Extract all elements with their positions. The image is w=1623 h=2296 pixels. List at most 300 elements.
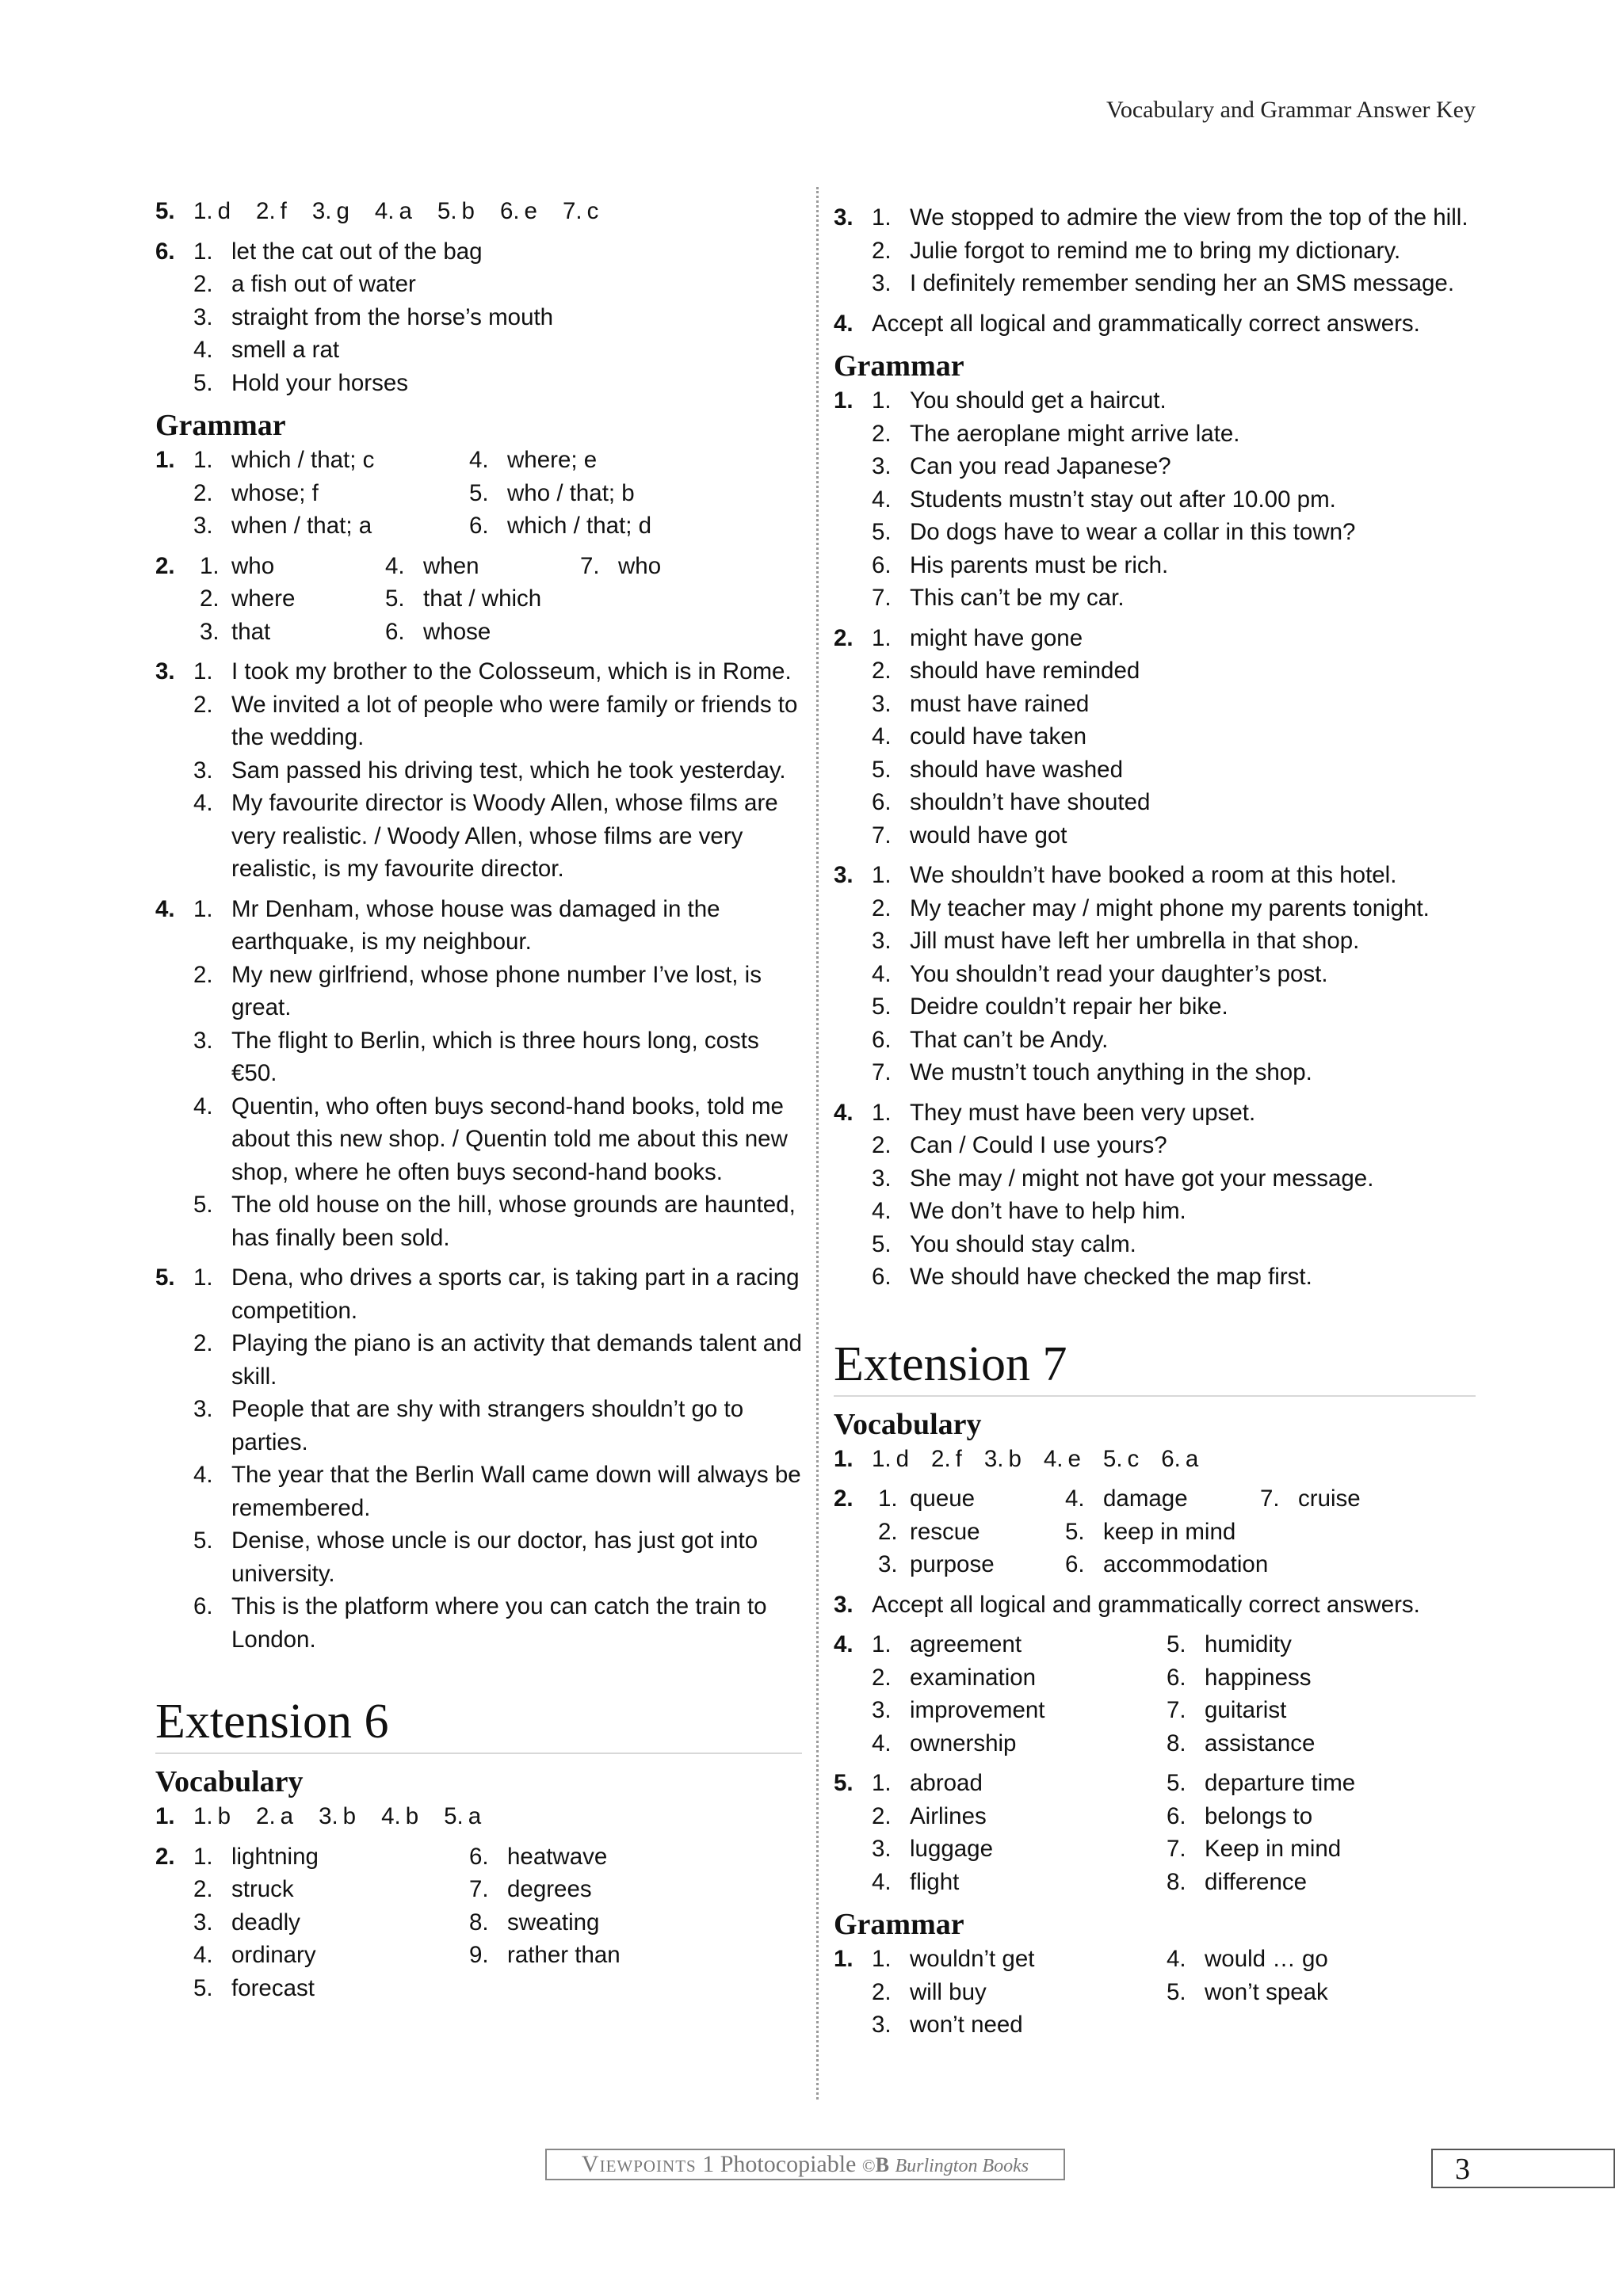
answer-item	[193, 688, 802, 754]
exercise-number: 1.	[155, 1803, 175, 1829]
item-number: 1.	[193, 1803, 213, 1829]
answer-item	[872, 819, 1476, 852]
answer-text: Dena, who drives a sports car, is taking part in a racing competition.	[231, 1264, 800, 1324]
answer-item	[872, 582, 1476, 615]
exercise-block	[155, 1840, 802, 2005]
answer-item	[872, 1800, 1167, 1833]
exercise-number: 3.	[834, 1591, 854, 1618]
item-number: 1.	[872, 387, 892, 414]
item-number: 1.	[193, 895, 213, 922]
right-column	[834, 201, 1476, 2049]
section-heading-grammar: Grammar	[834, 349, 964, 383]
exercise-number: 2.	[155, 1843, 175, 1870]
answer-item	[385, 616, 580, 649]
answer-item	[469, 1906, 786, 1939]
item-number: 4.	[193, 1093, 213, 1119]
answer-text: which / that; c	[231, 447, 375, 473]
answer-item	[193, 1327, 802, 1393]
answer-item	[872, 1162, 1476, 1196]
answer-item	[193, 367, 802, 400]
item-number	[1260, 1548, 1298, 1581]
item-number: 5.	[193, 1974, 213, 2001]
answer-item	[193, 1393, 802, 1459]
answer-text: rescue	[910, 1518, 980, 1545]
answer-text: Sam passed his driving test, which he took yesterday.	[231, 757, 786, 784]
answer-text: assistance	[1205, 1730, 1316, 1756]
item-number: 5.	[1167, 1770, 1186, 1796]
answer-item	[200, 616, 385, 649]
item-number	[580, 582, 618, 616]
item-number: 5.	[872, 994, 892, 1020]
left-column	[155, 195, 802, 2012]
item-number: 3.	[872, 690, 892, 717]
answer-text: difference	[1205, 1868, 1308, 1895]
answer-text: Keep in mind	[1205, 1836, 1342, 1862]
answer-item	[872, 990, 1476, 1024]
item-number: 6.	[1167, 1664, 1186, 1691]
answer-text: degrees	[507, 1876, 592, 1902]
answer-text: damage	[1103, 1486, 1188, 1512]
answer-item	[872, 1097, 1476, 1130]
item-number: 5.	[872, 756, 892, 783]
answer-item	[872, 1727, 1167, 1760]
answer-item	[878, 1516, 1065, 1549]
answer-item	[872, 1228, 1476, 1261]
column-divider	[816, 187, 819, 2100]
answer-text: struck	[231, 1876, 294, 1902]
item-number: 2.	[872, 1132, 892, 1158]
answer-item	[1167, 1943, 1468, 1976]
answer-item	[1065, 1516, 1260, 1549]
answer-item	[872, 753, 1476, 787]
answer-text: ownership	[910, 1730, 1017, 1756]
item-number: 2.	[872, 1664, 892, 1691]
item-number: 1.	[872, 1770, 892, 1796]
answer-item	[469, 444, 786, 477]
answer-item	[1065, 1548, 1269, 1581]
answer-text: must have rained	[910, 690, 1090, 717]
answer-item	[469, 1972, 786, 2005]
item-number: 3.	[872, 928, 892, 954]
answer-item	[200, 582, 385, 616]
exercise-block	[834, 1628, 1476, 1760]
answer-item	[1167, 1866, 1468, 1899]
answer-item	[1065, 1482, 1260, 1516]
answer-item	[872, 622, 1476, 655]
answer-text: The aeroplane might arrive late.	[910, 420, 1240, 447]
item-number: 4.	[381, 1803, 401, 1829]
answer-text: deadly	[231, 1909, 300, 1936]
item-number: 5.	[872, 519, 892, 545]
item-number: 1.	[878, 1486, 898, 1512]
answer-item	[193, 1090, 802, 1189]
answer-text: examination	[910, 1664, 1037, 1691]
answer-item	[1167, 1694, 1468, 1727]
exercise-number: 6.	[155, 238, 175, 265]
exercise-block	[834, 1482, 1476, 1581]
answer-text: abroad	[910, 1770, 983, 1796]
answer-text: Mr Denham, whose house was damaged in the earthquake, is my neighbour.	[231, 895, 720, 955]
item-number	[1260, 1516, 1298, 1549]
exercise-block	[155, 550, 802, 649]
answer-item	[872, 925, 1476, 958]
item-number: 2.	[872, 420, 892, 447]
answer-item	[872, 1833, 1167, 1866]
item-number: 5.	[1065, 1518, 1085, 1545]
item-number	[1167, 2008, 1205, 2042]
item-number: 5.	[385, 585, 405, 612]
answer-item	[469, 1840, 786, 1874]
item-number: 3.	[193, 303, 213, 330]
item-number: 7.	[469, 1876, 489, 1902]
item-number: 2.	[193, 961, 213, 988]
answer-text: Denise, whose uncle is our doctor, has just got into university.	[231, 1527, 758, 1587]
item-number: 4.	[193, 1462, 213, 1488]
answer-text: We mustn’t touch anything in the shop.	[910, 1059, 1312, 1085]
answer-item	[872, 201, 1476, 235]
item-number: 9.	[469, 1942, 489, 1968]
answer-text: wouldn’t get	[910, 1946, 1035, 1972]
item-number: 2.	[256, 1803, 276, 1829]
item-number: 5.	[1102, 1445, 1123, 1472]
item-number: 4.	[193, 337, 213, 363]
answer-text: Accept all logical and grammatically correct answers.	[872, 310, 1420, 337]
exercise-number: 5.	[834, 1770, 854, 1796]
item-number: 3.	[193, 513, 213, 539]
answer-text: The flight to Berlin, which is three hours long, costs €50.	[231, 1027, 759, 1086]
item-number: 1.	[872, 1631, 892, 1657]
answer-text: Airlines	[910, 1802, 987, 1829]
item-number: 6.	[469, 1843, 489, 1870]
answer-item	[193, 477, 469, 510]
exercise-block	[155, 195, 802, 228]
item-number: 2.	[931, 1445, 951, 1472]
item-number: 5.	[872, 1230, 892, 1257]
answer-item	[1167, 2008, 1468, 2042]
publisher-name: Burlington Books	[895, 2156, 1029, 2176]
answer-text: a	[468, 1803, 482, 1829]
item-number: 6.	[469, 513, 489, 539]
answer-item	[193, 1261, 802, 1327]
item-number: 7.	[872, 822, 892, 849]
item-number: 2.	[256, 198, 276, 224]
page-number: 3	[1431, 2149, 1615, 2188]
answer-text: would have got	[910, 822, 1067, 849]
answer-text: who	[231, 552, 275, 579]
answer-text: The year that the Berlin Wall came down will always be remembered.	[231, 1462, 801, 1521]
answer-text: that / which	[423, 585, 542, 612]
answer-item	[872, 1694, 1167, 1727]
answer-text: You shouldn’t read your daughter’s post.	[910, 960, 1328, 987]
answer-text: f	[280, 198, 287, 224]
answer-item	[872, 1261, 1476, 1294]
item-number: 3.	[200, 618, 220, 645]
answer-text: The old house on the hill, whose grounds are haunted, has finally been sold.	[231, 1192, 796, 1251]
exercise-number: 2.	[155, 552, 175, 579]
item-number: 4.	[1167, 1946, 1186, 1972]
answer-item	[872, 516, 1476, 549]
item-number: 1.	[193, 198, 213, 224]
answer-text: People that are shy with strangers shouldn’t go to parties.	[231, 1396, 744, 1455]
item-number: 6.	[872, 789, 892, 815]
item-number: 3.	[193, 1909, 213, 1936]
answer-text: We invited a lot of people who were family or friends to the wedding.	[231, 691, 798, 750]
answer-item	[469, 509, 786, 543]
item-number: 3.	[193, 757, 213, 784]
item-number: 5.	[1167, 1978, 1186, 2005]
answer-text: humidity	[1205, 1631, 1292, 1657]
answer-text: queue	[910, 1486, 976, 1512]
item-number: 8.	[1167, 1868, 1186, 1895]
exercise-block	[834, 307, 1476, 341]
answer-text: d	[217, 198, 231, 224]
item-number: 3.	[872, 2012, 892, 2038]
item-number: 3.	[878, 1551, 898, 1577]
exercise-number: 4.	[155, 895, 175, 922]
answer-text: could have taken	[910, 723, 1087, 749]
answer-text: might have gone	[910, 624, 1083, 651]
exercise-number: 4.	[834, 1631, 854, 1657]
answer-item	[193, 754, 802, 788]
answer-item	[193, 1972, 469, 2005]
answer-text: We don’t have to help him.	[910, 1198, 1186, 1224]
answer-text: Accept all logical and grammatically correct answers.	[872, 1591, 1420, 1618]
answer-item	[469, 1939, 786, 1972]
item-number: 4.	[385, 552, 405, 579]
exercise-number: 1.	[834, 1946, 854, 1972]
answer-text: We shouldn’t have booked a room at this hotel.	[910, 862, 1397, 888]
item-number: 5.	[1167, 1631, 1186, 1657]
item-number: 6.	[1167, 1802, 1186, 1829]
answer-item	[193, 655, 802, 688]
answer-text: Students mustn’t stay out after 10.00 pm.	[910, 486, 1336, 513]
item-number: 5.	[193, 369, 213, 396]
answer-item	[469, 1873, 786, 1906]
exercise-number: 1.	[834, 1445, 854, 1472]
photocopiable-label: Photocopiable	[720, 2151, 857, 2177]
answer-text: b	[217, 1803, 231, 1829]
item-number: 2.	[193, 1876, 213, 1902]
item-number: 2.	[878, 1518, 898, 1545]
answer-item	[193, 1840, 469, 1874]
item-number: 6.	[499, 198, 520, 224]
item-number: 3.	[872, 1697, 892, 1723]
answer-text: We should have checked the map first.	[910, 1264, 1312, 1290]
answer-item	[872, 450, 1476, 483]
item-number: 6.	[1065, 1551, 1085, 1577]
answer-text: Playing the piano is an activity that demands talent and skill.	[231, 1330, 802, 1390]
answer-item	[1260, 1516, 1419, 1549]
answer-item	[872, 1195, 1476, 1228]
answer-text: g	[336, 198, 349, 224]
answer-text: belongs to	[1205, 1802, 1313, 1829]
item-number	[469, 1972, 507, 2005]
answer-text: would … go	[1205, 1946, 1328, 1972]
answer-item	[872, 1628, 1167, 1661]
answer-text: Quentin, who often buys second-hand books, told me about this new shop. / Quentin told me about this new shop, where he often buys second-hand books.	[231, 1093, 788, 1185]
item-number: 2.	[872, 237, 892, 264]
answer-item	[193, 235, 802, 269]
exercise-block	[155, 1800, 802, 1833]
answer-item	[878, 1482, 1065, 1516]
exercise-number: 3.	[834, 204, 854, 231]
answer-item	[872, 1943, 1167, 1976]
item-number: 5.	[437, 198, 457, 224]
exercise-block	[155, 235, 802, 400]
item-number: 7.	[1167, 1697, 1186, 1723]
answer-text: My new girlfriend, whose phone number I’ve lost, is great.	[231, 961, 762, 1020]
exercise-block	[834, 1589, 1476, 1622]
item-number: 4.	[469, 447, 489, 473]
publisher-logo-icon: B	[875, 2153, 889, 2176]
answer-text: She may / might not have got your message.	[910, 1165, 1374, 1192]
section-heading-vocabulary: Vocabulary	[834, 1407, 982, 1441]
answer-item	[1167, 1833, 1468, 1866]
answer-text: You should get a haircut.	[910, 387, 1167, 414]
answer-text: smell a rat	[231, 337, 340, 363]
exercise-number: 1.	[834, 387, 854, 414]
answer-item	[872, 1767, 1167, 1800]
answer-text: let the cat out of the bag	[231, 238, 483, 265]
answer-item	[872, 720, 1476, 753]
answer-text: Hold your horses	[231, 369, 408, 396]
answer-text: You should stay calm.	[910, 1230, 1136, 1257]
exercise-block	[834, 1443, 1476, 1476]
answer-text: accommodation	[1103, 1551, 1269, 1577]
answer-item	[1167, 1727, 1468, 1760]
answer-item	[1167, 1661, 1468, 1695]
exercise-number: 3.	[834, 862, 854, 888]
item-number: 2.	[193, 1330, 213, 1356]
exercise-block	[834, 859, 1476, 1089]
answer-item	[872, 1661, 1167, 1695]
answer-item	[193, 444, 469, 477]
answer-text: guitarist	[1205, 1697, 1287, 1723]
answer-item	[193, 1459, 802, 1524]
answer-text: a	[399, 198, 412, 224]
exercise-block	[834, 201, 1476, 300]
item-number: 2.	[193, 271, 213, 297]
answer-text: keep in mind	[1103, 1518, 1236, 1545]
item-number: 4.	[193, 790, 213, 816]
answer-text: won’t speak	[1205, 1978, 1328, 2005]
item-number: 1.	[193, 447, 213, 473]
answer-text: a	[1185, 1445, 1199, 1472]
exercise-block	[834, 1767, 1476, 1898]
answer-item	[872, 1976, 1167, 2009]
answer-text: ordinary	[231, 1942, 316, 1968]
answer-text: where; e	[507, 447, 598, 473]
answer-text: whose	[423, 618, 491, 645]
answer-text: departure time	[1205, 1770, 1356, 1796]
answer-text: purpose	[910, 1551, 995, 1577]
item-number: 6.	[193, 1593, 213, 1619]
answer-item	[872, 688, 1476, 721]
answer-item	[193, 959, 802, 1024]
answer-text: c	[1127, 1445, 1140, 1472]
item-number: 6.	[872, 1264, 892, 1290]
answer-text: should have washed	[910, 756, 1123, 783]
answer-text: sweating	[507, 1909, 600, 1936]
item-number: 5.	[444, 1803, 464, 1829]
answer-text: My favourite director is Woody Allen, whose films are very realistic. / Woody Allen, whose films are very realistic, is my favourite director.	[231, 790, 778, 882]
answer-text: happiness	[1205, 1664, 1312, 1691]
series-level: 1	[702, 2151, 715, 2177]
exercise-number: 2.	[834, 1486, 854, 1512]
answer-text: which / that; d	[507, 513, 652, 539]
answer-text: e	[1067, 1445, 1081, 1472]
item-number: 1.	[872, 204, 892, 231]
answer-item	[193, 268, 802, 301]
answer-text: who	[618, 552, 662, 579]
item-number: 1.	[872, 1099, 892, 1126]
item-number: 3.	[872, 453, 892, 479]
answer-text: e	[524, 198, 537, 224]
answer-item	[193, 1024, 802, 1090]
answer-item	[193, 1906, 469, 1939]
answer-text: b	[405, 1803, 419, 1829]
answer-text: straight from the horse’s mouth	[231, 303, 554, 330]
answer-item	[872, 654, 1476, 688]
extension-6-title: Extension 6	[155, 1694, 802, 1754]
answer-text: That can’t be Andy.	[910, 1026, 1109, 1053]
answer-item	[193, 893, 802, 959]
exercise-number: 1.	[155, 447, 175, 473]
answer-text: We stopped to admire the view from the top of the hill.	[910, 204, 1468, 231]
item-number: 7.	[580, 552, 600, 579]
answer-item	[872, 958, 1476, 991]
item-number: 4.	[872, 723, 892, 749]
item-number: 4.	[374, 198, 395, 224]
answer-item	[580, 550, 723, 583]
answer-item	[193, 1524, 802, 1590]
item-number: 8.	[469, 1909, 489, 1936]
exercise-block	[155, 893, 802, 1255]
answer-text: b	[461, 198, 475, 224]
section-heading-grammar: Grammar	[834, 1908, 964, 1941]
answer-text: improvement	[910, 1697, 1045, 1723]
answer-item	[385, 550, 580, 583]
answer-text: His parents must be rich.	[910, 551, 1169, 578]
answer-item	[878, 1548, 1065, 1581]
answer-item	[872, 2008, 1167, 2042]
exercise-number: 2.	[834, 624, 854, 651]
exercise-block	[834, 1943, 1476, 2042]
answer-text: where	[231, 585, 296, 612]
item-number: 3.	[872, 1165, 892, 1192]
answer-item	[580, 582, 723, 616]
exercise-block	[834, 1097, 1476, 1294]
answer-text: This is the platform where you can catch the train to London.	[231, 1593, 767, 1653]
item-number: 4.	[872, 1198, 892, 1224]
answer-item	[872, 859, 1476, 892]
item-number: 1.	[872, 862, 892, 888]
item-number: 3.	[311, 198, 332, 224]
answer-text: b	[1008, 1445, 1022, 1472]
series-name: Viewpoints	[581, 2151, 697, 2177]
answer-item	[1167, 1767, 1468, 1800]
copyright-symbol: ©	[861, 2156, 876, 2176]
answer-item	[193, 1188, 802, 1254]
answer-text: Julie forgot to remind me to bring my dictionary.	[910, 237, 1401, 264]
answer-item	[193, 301, 802, 334]
answer-text: heatwave	[507, 1843, 608, 1870]
item-number: 1.	[872, 624, 892, 651]
answer-item	[872, 1129, 1476, 1162]
answer-text: Jill must have left her umbrella in that shop.	[910, 928, 1360, 954]
answer-item	[193, 509, 469, 543]
item-number: 2.	[872, 1802, 892, 1829]
